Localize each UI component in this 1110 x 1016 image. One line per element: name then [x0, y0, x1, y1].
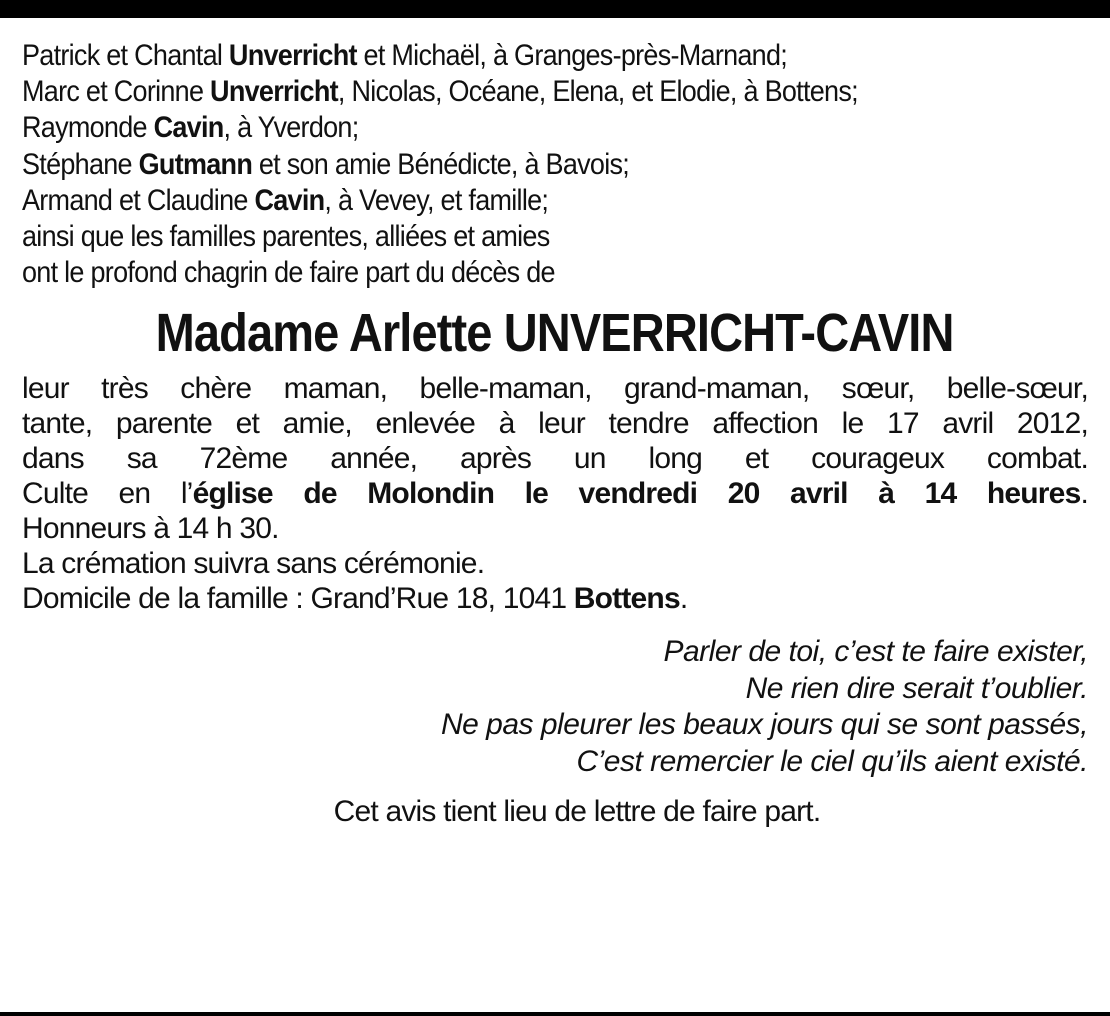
family-line-text: , à Yverdon; — [223, 111, 359, 145]
body-line: dans sa 72ème année, après un long et courageux combat. — [22, 442, 1088, 476]
body-line: tante, parente et amie, enlevée à leur tendre affection le 17 avril 2012, — [22, 407, 1088, 441]
family-line — [22, 110, 1088, 146]
poem-line: Ne rien dire serait t’oublier. — [745, 671, 1088, 705]
intro-line: ainsi que les familles parentes, alliées et amies — [22, 220, 550, 254]
family-surname: Unverricht — [228, 39, 357, 72]
service-details: église de Molondin le vendredi 20 avril à 14 heures — [192, 477, 1081, 511]
family-surname: Gutmann — [138, 147, 253, 181]
domicile-town: Bottens — [573, 582, 680, 616]
deceased-name-heading: Madame Arlette UNVERRICHT-CAVIN — [156, 303, 954, 364]
family-line-text: Patrick et Chantal — [22, 39, 229, 72]
poem-line: Parler de toi, c’est te faire exister, — [663, 635, 1088, 669]
closing-note: Cet avis tient lieu de lettre de faire part. — [333, 795, 821, 829]
honours-line: Honneurs à 14 h 30. — [22, 512, 279, 546]
family-list — [22, 38, 1088, 291]
family-surname: Cavin — [254, 183, 325, 217]
poem — [22, 634, 1088, 780]
family-line-text: , à Vevey, et famille; — [324, 183, 549, 217]
family-line-text: Stéphane — [22, 147, 139, 181]
top-border-rule — [0, 0, 1110, 18]
family-line — [22, 147, 1088, 183]
poem-line: C’est remercier le ciel qu’ils aient existé. — [576, 744, 1088, 778]
family-line — [22, 38, 1088, 74]
family-line-text: , Nicolas, Océane, Elena, et Elodie, à Bottens; — [337, 75, 858, 109]
family-line-text: et son amie Bénédicte, à Bavois; — [252, 147, 630, 181]
family-line-text: Raymonde — [22, 111, 154, 145]
family-line-text: Armand et Claudine — [22, 183, 255, 217]
intro-line: ont le profond chagrin de faire part du décès de — [22, 256, 555, 290]
family-line-text: et Michaël, à Granges-près-Marnand; — [356, 39, 788, 72]
notice-body — [22, 371, 1088, 616]
poem-line: Ne pas pleurer les beaux jours qui se sont passés, — [440, 708, 1088, 742]
family-line — [22, 183, 1088, 219]
cremation-line: La crémation suivra sans cérémonie. — [22, 547, 485, 581]
family-surname: Cavin — [153, 111, 224, 145]
domicile-line: Domicile de la famille : Grand’Rue 18, 1041 Bottens. — [22, 582, 688, 616]
death-notice — [22, 38, 1088, 830]
family-surname: Unverricht — [210, 75, 338, 109]
bottom-border-rule — [0, 1012, 1110, 1016]
service-line: Culte en l’église de Molondin le vendredi 20 avril à 14 heures. — [22, 477, 1089, 511]
family-line-text: Marc et Corinne — [22, 75, 211, 109]
body-line: leur très chère maman, belle-maman, grand-maman, sœur, belle-sœur, — [22, 372, 1088, 406]
family-line — [22, 74, 1088, 110]
